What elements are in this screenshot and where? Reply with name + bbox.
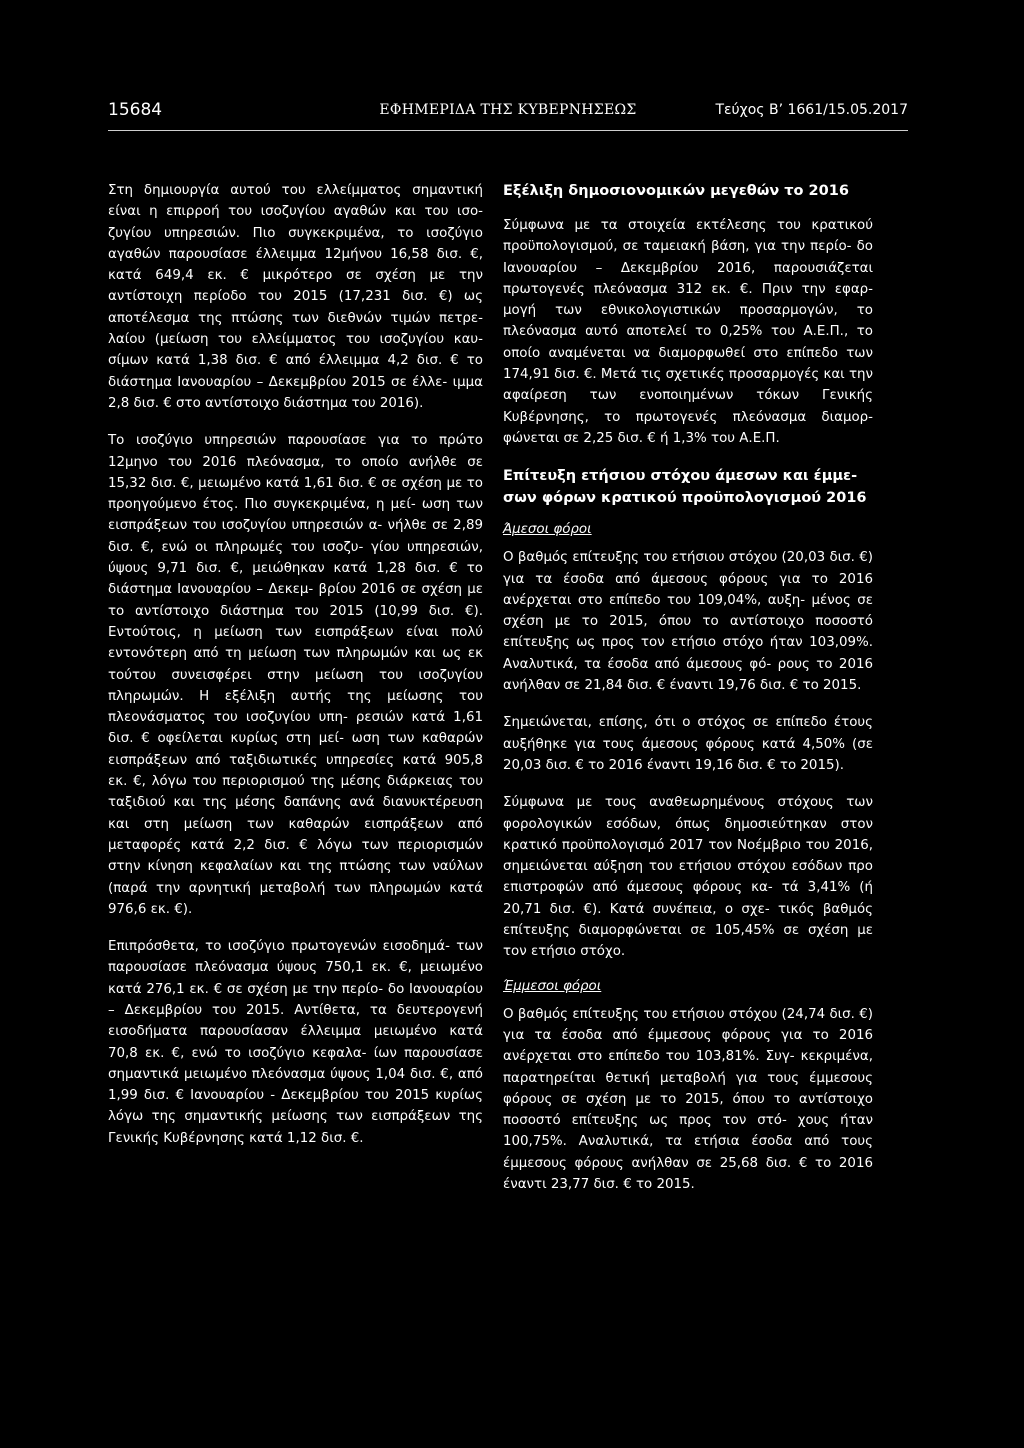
paragraph: Ο βαθμός επίτευξης του ετήσιου στόχου (20,03 δισ. €) για τα έσοδα από άμεσους φόρους για το 2016 ανέρχεται στο επίπεδο του 109,04%, αυξη- μένος σε σχέση με το 2015, όπου το αντίστοιχο ποσοστό επίτευξης ως προς τον ετήσιο στόχο ήταν 103,09%. Αναλυτικά, τα έσοδα από άμεσους φό- ρους το 2016 ανήλθαν σε 21,84 δισ. € έναντι 19,76 δισ. € το 2015. bbox=[503, 550, 873, 694]
paragraph: Στη δημιουργία αυτού του ελλείμματος σημαντική είναι η επιρροή του ισοζυγίου αγαθών και του ισο- ζυγίου υπηρεσιών. Πιο συγκεκριμένα, το ισοζύγιο αγαθών παρουσίασε έλλειμμα 12μήνου 16,58 δισ. €, κατά 649,4 εκ. € μικρότερο σε σχέση με την αντίστοιχη περίοδο του 2015 (17,231 δισ. €) ως αποτέλεσμα της πτώσης των διεθνών τιμών πετρε- λαίου (μείωση του ελλείμματος του ισοζυγίου καυ- σίμων κατά 1,38 δισ. € από έλλειμμα 4,2 δισ. € το διάστημα Ιανουαρίου – Δεκεμβρίου 2015 σε έλλε- ιμμα 2,8 δισ. € στο αντίστοιχο διάστημα του 2016). bbox=[108, 183, 483, 411]
left-column bbox=[108, 180, 483, 1165]
paragraph: Σύμφωνα με τους αναθεωρημένους στόχους των φορολογικών εσόδων, όπως δημοσιεύτηκαν στον κρατικό προϋπολογισμό 2017 τον Νοέμβριο του 2016, σημειώνεται αύξηση του ετήσιου στόχου εσόδων προ επιστροφών από άμεσους φόρους κα- τά 3,41% (ή 20,71 δισ. €). Κατά συνέπεια, ο σχε- τικός βαθμός επίτευξης διαμορφώνεται σε 105,45% σε σχέση με τον ετήσιο στόχο. bbox=[503, 795, 873, 960]
right-column bbox=[503, 180, 873, 1211]
section-heading: Εξέλιξη δημοσιονομικών μεγεθών το 2016 bbox=[503, 183, 849, 199]
paragraph: Σύμφωνα με τα στοιχεία εκτέλεσης του κρατικού προϋπολογισμού, σε ταμειακή βάση, για την περίο- δο Ιανουαρίου – Δεκεμβρίου 2016, παρουσιάζεται πρωτογενές πλεόνασμα 312 εκ. €. Πριν την εφαρ- μογή των εθνικολογιστικών προσαρμογών, το πλεόνασμα αυτό αποτελεί το 0,25% του Α.Ε.Π., το οποίο αναμένεται να διαμορφωθεί στο επίπεδο των 174,91 δισ. €. Μετά τις σχετικές προσαρμογές και την αφαίρεση των ενοποιημένων τόκων Γενικής Κυβέρνησης, το πρωτογενές πλεόνασμα διαμορ- φώνεται σε 2,25 δισ. € ή 1,3% του Α.Ε.Π. bbox=[503, 218, 873, 446]
paragraph: Σημειώνεται, επίσης, ότι ο στόχος σε επίπεδο έτους αυξήθηκε για τους άμεσους φόρους κατά 4,50% (σε 20,03 δισ. € το 2016 έναντι 19,16 δισ. € το 2015). bbox=[503, 715, 873, 773]
page-number: 15684 bbox=[108, 100, 163, 120]
page-header bbox=[108, 100, 908, 131]
issue-number: Τεύχος Β’ 1661/15.05.2017 bbox=[715, 102, 908, 118]
section-heading: Επίτευξη ετήσιου στόχου άμεσων και έμμε- σων φόρων κρατικού προϋπολογισμού 2016 bbox=[503, 468, 867, 507]
paragraph: Επιπρόσθετα, το ισοζύγιο πρωτογενών εισοδημά- των παρουσίασε πλεόνασμα ύψους 750,1 εκ. €, μειωμένο κατά 276,1 εκ. € σε σχέση με την περίο- δο Ιανουαρίου – Δεκεμβρίου του 2015. Αντίθετα, τα δευτερογενή εισοδήματα παρουσίασαν έλλειμμα μειωμένο κατά 70,8 εκ. €, ενώ το ισοζύγιο κεφαλα- ίων παρουσίασε σημαντικά μειωμένο πλεόνασμα ύψους 1,04 δισ. €, από 1,99 δισ. € Ιανουαρίου - Δεκεμβρίου του 2015 κυρίως λόγω της σημαντικής μείωσης των εισπράξεων της Γενικής Κυβέρνησης κατά 1,12 δισ. €. bbox=[108, 939, 483, 1146]
subheading-direct-taxes: Άμεσοι φόροι bbox=[503, 522, 592, 538]
paragraph: Ο βαθμός επίτευξης του ετήσιου στόχου (24,74 δισ. €) για τα έσοδα από έμμεσους φόρους για το 2016 ανέρχεται στο επίπεδο του 103,81%. Συγ- κεκριμένα, παρατηρείται θετική μεταβολή για τους έμμεσους φόρους σε σχέση με το 2015, όπου το αντίστοιχο ποσοστό επίτευξης ως προς τον στό- χους ήταν 100,75%. Αναλυτικά, τα ετήσια έσοδα από τους έμμεσους φόρους ανήλθαν σε 25,68 δισ. € το 2016 έναντι 23,77 δισ. € το 2015. bbox=[503, 1006, 873, 1192]
paragraph: Το ισοζύγιο υπηρεσιών παρουσίασε για το πρώτο 12μηνο του 2016 πλεόνασμα, το οποίο ανήλθε σε 15,32 δισ. €, μειωμένο κατά 1,61 δισ. € σε σχέση με το προηγούμενο έτος. Πιο συγκεκριμένα, η μεί- ωση των εισπράξεων του ισοζυγίου υπηρεσιών α- νήλθε σε 2,89 δισ. €, ενώ οι πληρωμές του ισοζυ- γίου υπηρεσιών, ύψους 9,71 δισ. €, μειώθηκαν κατά 1,28 δισ. € το διάστημα Ιανουαρίου – Δεκεμ- βρίου 2016 σε σχέση με το αντίστοιχο διάστημα του 2015 (10,99 δισ. €). Εντούτοις, η μείωση των εισπράξεων είναι πολύ εντονότερη από τη μείωση των πληρωμών και ως εκ τούτου συνεισφέρει στην μείωση του ισοζυγίου πληρωμών. Η εξέλιξη αυτής της μείωσης του πλεονάσματος του ισοζυγίου υπη- ρεσιών κατά 1,61 δισ. € οφείλεται κυρίως στη μεί- ωση των καθαρών εισπράξεων από ταξιδιωτικές υπηρεσίες κατά 905,8 εκ. €, λόγω του περιορισμού της μέσης διάρκειας του ταξιδιού και της μέσης δαπάνης ανά διανυκτέρευση και στη μείωση των καθαρών εισπράξεων από μεταφορές κατά 2,2 δισ. € λόγω των περιορισμών στην κίνηση κεφαλαίων και της πτώσης των ναύλων (παρά την αρνητική μεταβολή των πληρωμών κατά 976,6 εκ. €). bbox=[108, 433, 483, 917]
subheading-indirect-taxes: Έμμεσοι φόροι bbox=[503, 978, 602, 994]
gazette-title: ΕΦΗΜΕΡΙΔΑ ΤΗΣ ΚΥΒΕΡΝΗΣΕΩΣ bbox=[379, 102, 637, 118]
